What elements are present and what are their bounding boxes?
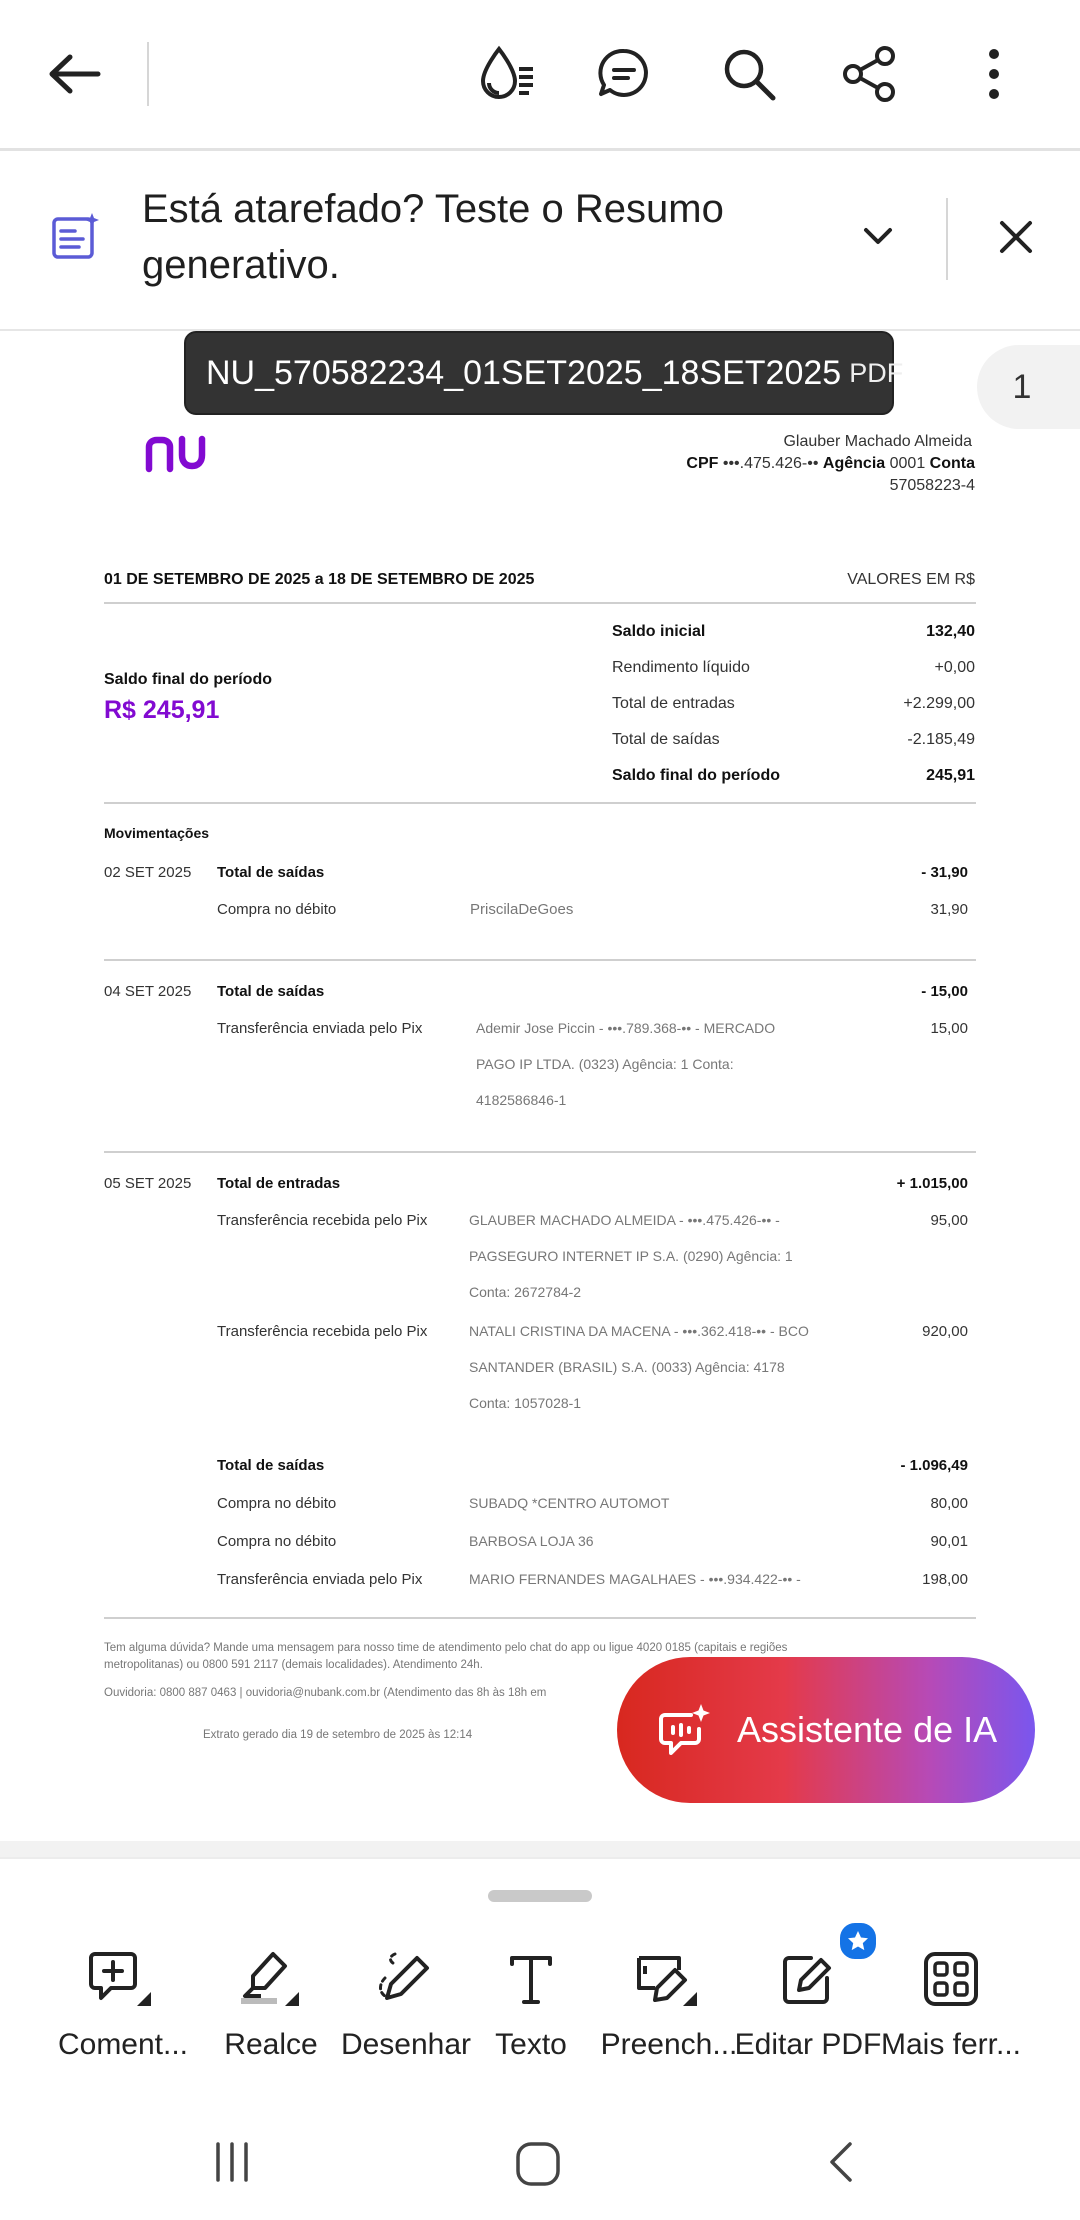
- movement-total-value: - 15,00: [921, 983, 968, 1000]
- summary-label: Total de saídas: [612, 731, 720, 748]
- summary-label: Rendimento líquido: [612, 659, 750, 676]
- movement-total-label: Total de entradas: [217, 1175, 341, 1192]
- account-number: 57058223-4: [889, 477, 975, 494]
- edit-pdf-icon: [733, 1948, 883, 2010]
- summary-label: Saldo inicial: [612, 623, 706, 640]
- transaction-value: 90,01: [930, 1533, 968, 1550]
- tool-label: Coment...: [57, 2028, 189, 2061]
- divider: [104, 1617, 976, 1619]
- transaction-value: 31,90: [930, 901, 968, 918]
- divider: [104, 1151, 976, 1153]
- drag-handle[interactable]: [488, 1890, 592, 1902]
- transaction-desc: 4182586846-1: [476, 1092, 567, 1108]
- transaction-value: 920,00: [922, 1323, 968, 1340]
- home-icon[interactable]: [514, 2140, 562, 2193]
- tool-label: Editar PDF: [734, 2028, 882, 2061]
- generative-summary-banner[interactable]: [0, 151, 1080, 331]
- text-icon: [456, 1948, 606, 2010]
- transaction-type: Transferência enviada pelo Pix: [217, 1020, 423, 1037]
- movement-total-value: - 31,90: [921, 864, 968, 881]
- transaction-type: Transferência recebida pelo Pix: [217, 1323, 428, 1340]
- filename-tooltip: [184, 331, 904, 415]
- divider: [104, 602, 976, 604]
- ai-assistant-icon: [657, 1701, 715, 1759]
- movement-total-label: Total de saídas: [217, 864, 325, 881]
- transaction-value: 95,00: [930, 1212, 968, 1229]
- account-info: CPF •••.475.426-•• Agência 0001 Conta: [686, 455, 975, 472]
- holder-name: Glauber Machado Almeida: [783, 433, 972, 450]
- generated-date: Extrato gerado dia 19 de setembro de 2025 às 12:14: [203, 1729, 473, 1741]
- transaction-value: 198,00: [922, 1571, 968, 1588]
- ai-assistant-label: Assistente de IA: [737, 1709, 998, 1750]
- tool-text[interactable]: [456, 1948, 606, 2062]
- transaction-desc: MARIO FERNANDES MAGALHAES - •••.934.422-•• -: [469, 1571, 801, 1587]
- tool-edit-pdf[interactable]: [733, 1948, 883, 2062]
- divider: [104, 802, 976, 804]
- transaction-desc: SUBADQ *CENTRO AUTOMOT: [469, 1495, 670, 1511]
- final-balance-label: Saldo final do período: [104, 671, 272, 688]
- footer-text: Ouvidoria: 0800 887 0463 | ouvidoria@nubank.com.br (Atendimento das 8h às 18h em: [104, 1687, 547, 1699]
- movement-total-label: Total de saídas: [217, 1457, 325, 1474]
- liquid-mode-icon[interactable]: [470, 38, 542, 110]
- pdf-page[interactable]: [0, 331, 1080, 1841]
- premium-badge-icon: [837, 1920, 879, 1962]
- system-nav-bar: [0, 2100, 1080, 2220]
- movement-total-value: + 1.015,00: [896, 1175, 968, 1192]
- summary-value: 132,40: [926, 623, 975, 640]
- transaction-desc: NATALI CRISTINA DA MACENA - •••.362.418-•• - BCO: [469, 1323, 809, 1339]
- transaction-desc: BARBOSA LOJA 36: [469, 1533, 594, 1549]
- recent-apps-icon[interactable]: [210, 2140, 254, 2189]
- movement-total-value: - 1.096,49: [900, 1457, 968, 1474]
- summary-value: -2.185,49: [907, 731, 975, 748]
- transaction-desc: Conta: 2672784-2: [469, 1284, 582, 1300]
- tool-label: Texto: [495, 2028, 567, 2061]
- movement-date: 04 SET 2025: [104, 983, 192, 1000]
- transaction-value: 15,00: [930, 1020, 968, 1037]
- toolbar-divider: [147, 42, 149, 106]
- transaction-desc: GLAUBER MACHADO ALMEIDA - •••.475.426-•• -: [469, 1212, 780, 1228]
- values-unit: VALORES EM R$: [847, 571, 975, 588]
- generative-summary-icon: [50, 211, 100, 266]
- tool-more[interactable]: [876, 1948, 1026, 2062]
- transaction-value: 80,00: [930, 1495, 968, 1512]
- transaction-desc: PAGO IP LTDA. (0323) Agência: 1 Conta:: [476, 1056, 734, 1072]
- movement-date: 02 SET 2025: [104, 864, 192, 881]
- summary-value: +2.299,00: [903, 695, 975, 712]
- more-tools-icon: [876, 1948, 1026, 2010]
- footer-text: Tem alguma dúvida? Mande uma mensagem para nosso time de atendimento pelo chat do app ou ligue 4020 0185 (capitais e regiões: [104, 1642, 788, 1654]
- transaction-type: Transferência recebida pelo Pix: [217, 1212, 428, 1229]
- movements-title: Movimentações: [104, 825, 210, 841]
- tool-label: Preench...: [600, 2028, 738, 2061]
- tool-label: Mais ferr...: [880, 2028, 1022, 2061]
- movement-total-label: Total de saídas: [217, 983, 325, 1000]
- tool-highlight[interactable]: [196, 1948, 346, 2062]
- summary-value: 245,91: [926, 767, 975, 784]
- ai-assistant-button[interactable]: [617, 1657, 1035, 1803]
- transaction-desc: PriscilaDeGoes: [470, 901, 574, 918]
- tool-label: Desenhar: [340, 2028, 472, 2061]
- final-balance-value: R$ 245,91: [104, 696, 220, 724]
- transaction-type: Transferência enviada pelo Pix: [217, 1571, 423, 1588]
- transaction-type: Compra no débito: [217, 1495, 337, 1512]
- page-number-badge[interactable]: [977, 345, 1080, 429]
- movement-date: 05 SET 2025: [104, 1175, 192, 1192]
- statement-period: 01 DE SETEMBRO DE 2025 a 18 DE SETEMBRO DE 2025: [104, 571, 535, 588]
- file-type: PDF: [849, 357, 904, 388]
- tool-label: Realce: [224, 2028, 318, 2061]
- chevron-down-icon[interactable]: [858, 221, 898, 256]
- search-icon[interactable]: [713, 38, 785, 110]
- summary-label: Saldo final do período: [612, 767, 780, 784]
- comment-add-icon: [48, 1948, 198, 2010]
- page-number: 1: [1012, 367, 1032, 406]
- summary-label: Total de entradas: [612, 695, 735, 712]
- comments-icon[interactable]: [588, 38, 660, 110]
- footer-text: metropolitanas) ou 0800 591 2117 (demais localidades). Atendimento 24h.: [104, 1659, 483, 1671]
- tool-comment[interactable]: [48, 1948, 198, 2062]
- transaction-desc: Conta: 1057028-1: [469, 1395, 582, 1411]
- summary-value: +0,00: [934, 659, 975, 676]
- back-icon[interactable]: [822, 2140, 862, 2189]
- back-arrow-icon[interactable]: [38, 38, 110, 110]
- share-icon[interactable]: [834, 38, 906, 110]
- nubank-logo: [145, 433, 209, 478]
- transaction-type: Compra no débito: [217, 1533, 337, 1550]
- fill-sign-icon: [594, 1948, 744, 2010]
- highlighter-icon: [196, 1948, 346, 2010]
- divider: [104, 959, 976, 961]
- transaction-desc: SANTANDER (BRASIL) S.A. (0033) Agência: 4178: [469, 1359, 785, 1375]
- transaction-type: Compra no débito: [217, 901, 337, 918]
- top-app-bar: [0, 0, 1080, 151]
- transaction-desc: Ademir Jose Piccin - •••.789.368-•• - MERCADO: [476, 1020, 776, 1036]
- more-vertical-icon[interactable]: [958, 38, 1030, 110]
- banner-text: Está atarefado? Teste o Resumo generativo.: [142, 187, 724, 287]
- transaction-desc: PAGSEGURO INTERNET IP S.A. (0290) Agência: 1: [469, 1248, 793, 1264]
- tool-fill-sign[interactable]: [594, 1948, 744, 2062]
- banner-divider: [946, 198, 948, 280]
- close-icon[interactable]: [996, 217, 1036, 262]
- filename: NU_570582234_01SET2025_18SET2025: [206, 353, 842, 392]
